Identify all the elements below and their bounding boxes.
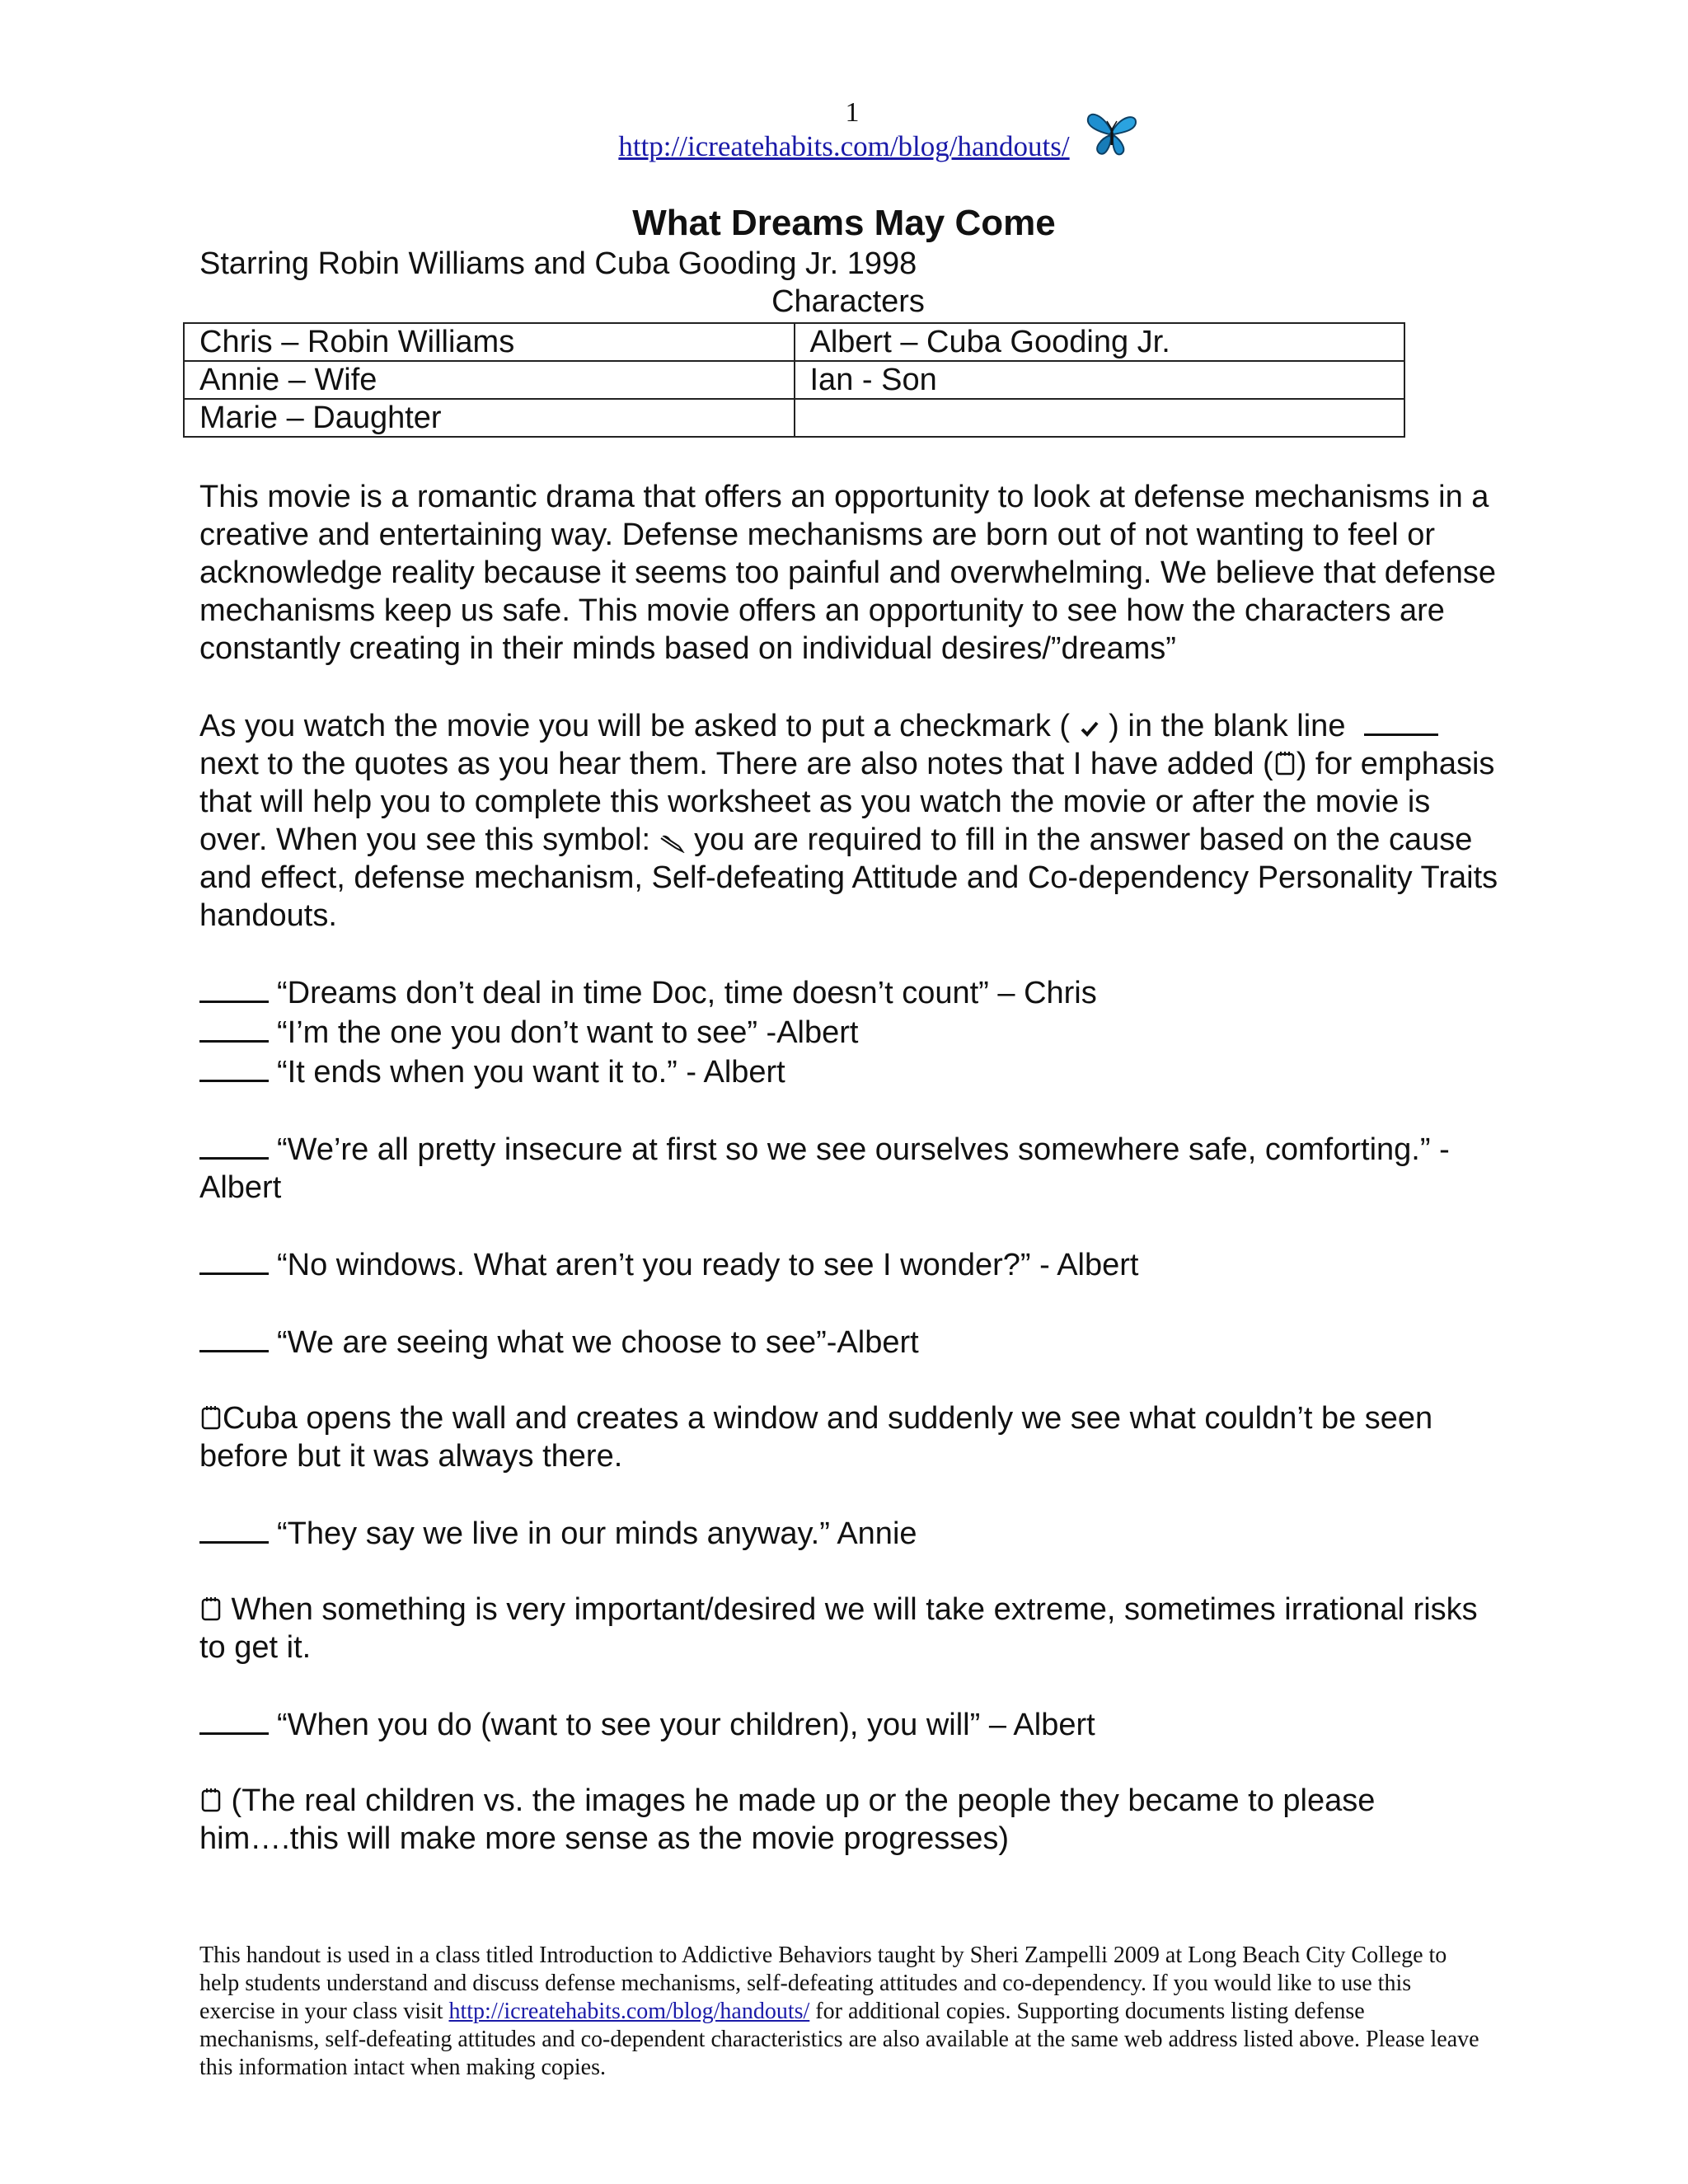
- instructions-paragraph: [199, 705, 1502, 935]
- quote-text: “I’m the one you don’t want to see” -Albert: [277, 1015, 859, 1050]
- document-title: What Dreams May Come: [632, 203, 1056, 243]
- quote-item: [199, 1244, 1502, 1284]
- quote-item: [199, 1513, 1502, 1553]
- footer-text: This handout is used in a class titled Introduction to Addictive Behaviors taught by Sheri Zampelli 2009 at Long Beach City College to help students understand and discuss defense mechanisms, self-defeating attitudes and co-dependency. If you would like to use this exercise in your class visit: [199, 1943, 1447, 2024]
- footer-note: [199, 1942, 1485, 2082]
- quote-text: “Dreams don’t deal in time Doc, time doesn’t count” – Chris: [277, 976, 1097, 1010]
- table-row: [184, 361, 1404, 399]
- quote-text: “When you do (want to see your children), you will” – Albert: [277, 1708, 1095, 1742]
- table-cell: Ian - Son: [795, 361, 1405, 399]
- blank-line[interactable]: [199, 1513, 269, 1544]
- table-cell: Chris – Robin Williams: [184, 323, 795, 361]
- instructions-text: next to the quotes as you hear them. There are also notes that I have added (: [199, 747, 1273, 781]
- quote-item: [199, 1322, 1502, 1361]
- quote-text: “No windows. What aren’t you ready to see I wonder?” - Albert: [277, 1248, 1139, 1282]
- blank-line[interactable]: [199, 1704, 269, 1735]
- note-text: (The real children vs. the images he made up or the people they became to please him….this will make more sense as the movie progresses): [199, 1783, 1376, 1856]
- table-cell: Albert – Cuba Gooding Jr.: [795, 323, 1405, 361]
- table-cell: Marie – Daughter: [184, 399, 795, 437]
- notepad-icon: [199, 1786, 223, 1814]
- quote-item: [199, 972, 1502, 1012]
- blank-line[interactable]: [199, 1244, 269, 1275]
- document-subtitle: Starring Robin Williams and Cuba Gooding Jr. 1998: [199, 246, 917, 281]
- quote-text: “It ends when you want it to.” - Albert: [277, 1055, 785, 1090]
- note-item: [199, 1782, 1502, 1858]
- instructions-text: you are required to fill in the answer based on the cause and effect, defense mechanism, Self-defeating Attitude and Co-dependency Personality Traits handouts.: [199, 823, 1498, 933]
- blank-line[interactable]: [199, 1129, 269, 1160]
- quote-item: [199, 1012, 1502, 1052]
- checkmark-icon: [1079, 718, 1100, 739]
- notepad-icon: [199, 1595, 223, 1623]
- intro-paragraph: This movie is a romantic drama that offers an opportunity to look at defense mechanisms in a creative and entertaining way. Defense mechanisms are born out of not wanting to feel or acknowledge reality because it seems too painful and overwhelming. We believe that defense mechanisms keep us safe. This movie offers an opportunity to see how the characters are constantly creating in their minds based on individual desires/”dreams”: [199, 480, 1497, 666]
- quote-text: “We’re all pretty insecure at first so we see ourselves somewhere safe, comforting.” - Albert: [199, 1132, 1450, 1205]
- note-item: [199, 1591, 1502, 1666]
- blank-line: [1364, 705, 1438, 736]
- notepad-icon: [199, 1404, 223, 1432]
- note-text: Cuba opens the wall and creates a window and suddenly we see what couldn’t be seen before but it was always there.: [199, 1401, 1433, 1474]
- footer-url-link[interactable]: http://icreatehabits.com/blog/handouts/: [448, 1999, 810, 2024]
- table-row: [184, 323, 1404, 361]
- footer-text: for additional copies. Supporting documents listing defense mechanisms, self-defeating attitudes and co-dependent characteristics are also available at the same web address listed above. Please leave this information intact when making copies.: [199, 1999, 1479, 2080]
- quote-text: “They say we live in our minds anyway.” Annie: [277, 1516, 917, 1551]
- table-cell: Annie – Wife: [184, 361, 795, 399]
- note-item: [199, 1399, 1502, 1475]
- page-number: 1: [845, 97, 860, 128]
- note-text: When something is very important/desired we will take extreme, sometimes irrational risks to get it.: [199, 1592, 1478, 1665]
- characters-heading: Characters: [771, 284, 925, 319]
- table-row: [184, 399, 1404, 437]
- quote-text: “We are seeing what we choose to see”-Albert: [277, 1325, 919, 1360]
- writing-hand-icon: [659, 833, 686, 853]
- header-url-link[interactable]: http://icreatehabits.com/blog/handouts/: [618, 130, 1070, 162]
- notepad-icon: [1273, 749, 1296, 777]
- characters-table: [183, 322, 1405, 438]
- butterfly-icon: [1085, 107, 1139, 162]
- quote-item: [199, 1704, 1502, 1744]
- blank-line[interactable]: [199, 1052, 269, 1082]
- document-body: [199, 478, 1502, 1858]
- blank-line[interactable]: [199, 1322, 269, 1352]
- blank-line[interactable]: [199, 972, 269, 1003]
- page-header: [0, 97, 1688, 165]
- quote-item: [199, 1129, 1502, 1207]
- instructions-text: ) in the blank line: [1109, 709, 1346, 743]
- quote-item: [199, 1052, 1502, 1091]
- instructions-text: As you watch the movie you will be asked to put a checkmark (: [199, 709, 1071, 743]
- table-cell: [795, 399, 1405, 437]
- instructions-text: ) for emphasis that will help you to complete this worksheet as you watch the movie or after the movie is over. When you see this symbol:: [199, 747, 1495, 857]
- blank-line[interactable]: [199, 1012, 269, 1043]
